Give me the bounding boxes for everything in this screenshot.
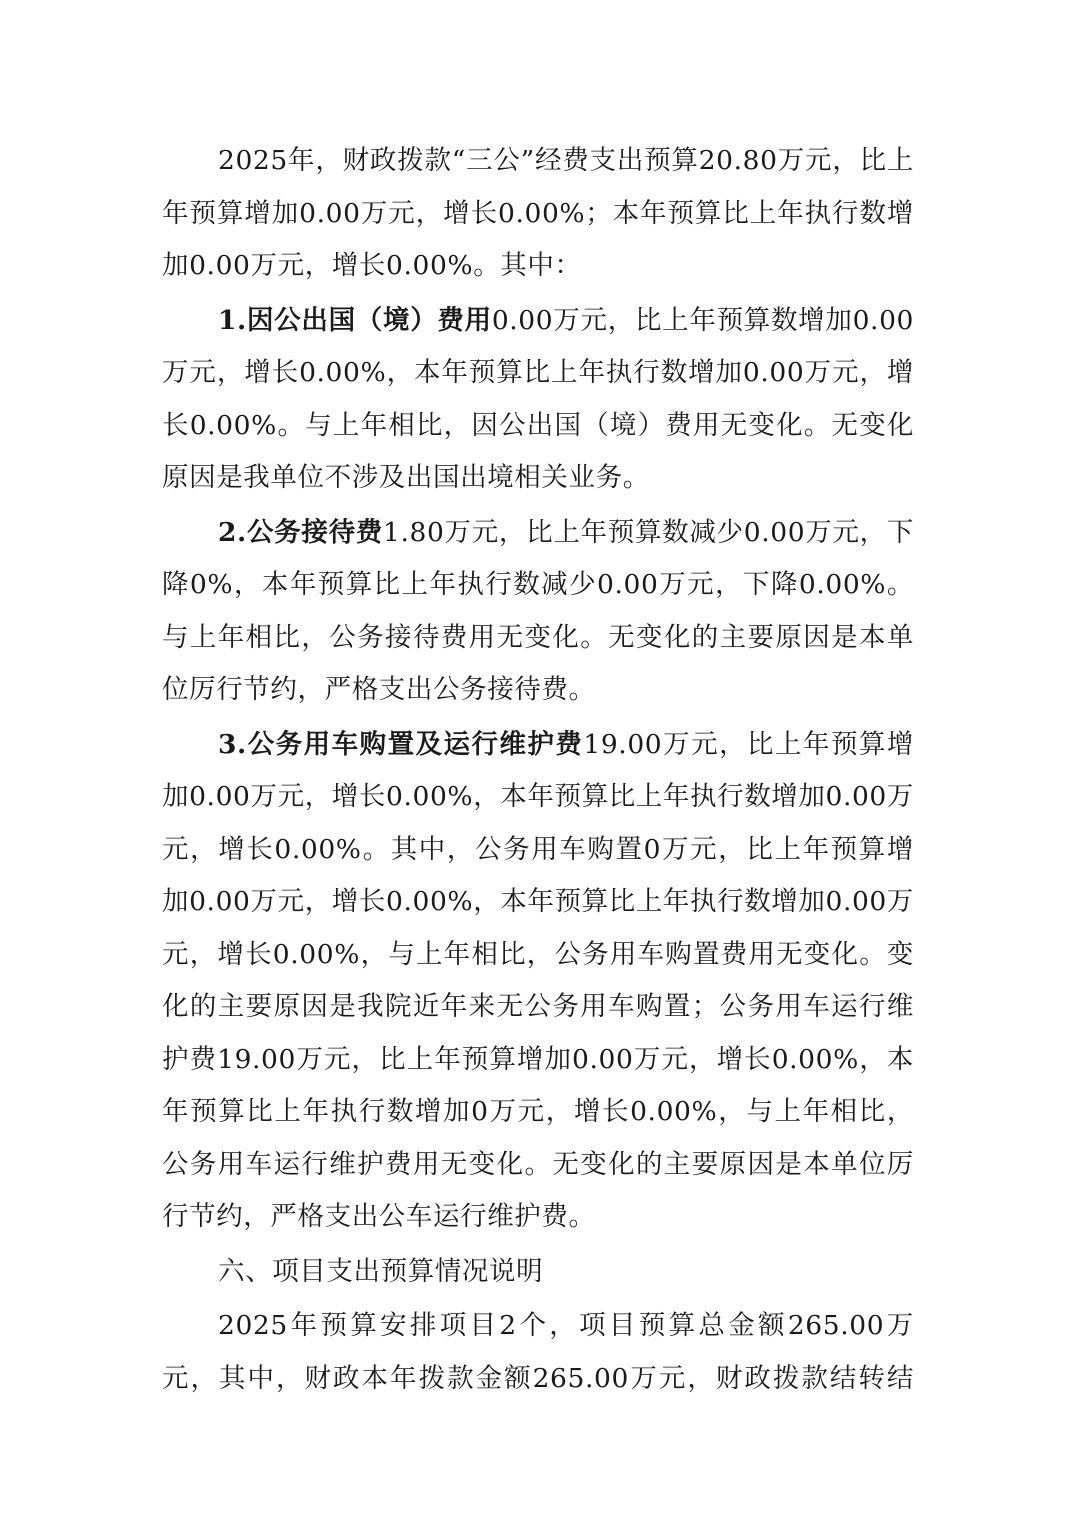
paragraph-project-budget xyxy=(162,1300,914,1405)
item-label-vehicles: 3.公务用车购置及运行维护费 xyxy=(218,728,584,760)
paragraph-three-public-summary xyxy=(162,135,914,293)
item-label-overseas-travel: 1.因公出国（境）费用 xyxy=(218,304,492,336)
paragraph-text: 2025年，财政拨款“三公”经费支出预算20.80万元，比上年预算增加0.00万元，增长0.00%；本年预算比上年执行数增加0.00万元，增长0.00%。其中： xyxy=(162,145,914,281)
item-label-reception: 2.公务接待费 xyxy=(218,516,383,548)
paragraph-text: 19.00万元，比上年预算增加0.00万元，增长0.00%，本年预算比上年执行数增加0.00万元，增长0.00%。其中，公务用车购置0万元，比上年预算增加0.00万元，增长0.00%，本年预算比上年执行数增加0.00万元，增长0.00%，与上年相比，公务用车购置费用无变化。变化的主要原因是我院近年来无公务用车购置；公务用车运行维护费19.00万元，比上年预算增加0.00万元，增长0.00%，本年预算比上年执行数增加0万元，增长0.00%，与上年相比，公务用车运行维护费用无变化。无变化的主要原因是本单位厉行节约，严格支出公车运行维护费。 xyxy=(162,728,914,1232)
paragraph-vehicles xyxy=(162,719,914,1244)
section-heading-project-expenditure: 六、项目支出预算情况说明 xyxy=(218,1255,544,1287)
paragraph-reception xyxy=(162,507,914,717)
paragraph-overseas-travel xyxy=(162,295,914,505)
paragraph-text: 1.80万元，比上年预算数减少0.00万元，下降0%，本年预算比上年执行数减少0.00万元，下降0.00%。与上年相比，公务接待费用无变化。无变化的主要原因是本单位厉行节约，严格支出公务接待费。 xyxy=(162,516,914,705)
paragraph-text: 0.00万元，比上年预算数增加0.00万元，增长0.00%，本年预算比上年执行数增加0.00万元，增长0.00%。与上年相比，因公出国（境）费用无变化。无变化原因是我单位不涉及出国出境相关业务。 xyxy=(162,304,914,493)
paragraph-text: 2025年预算安排项目2个，项目预算总金额265.00万元，其中，财政本年拨款金额265.00万元，财政拨款结转结 xyxy=(162,1310,914,1394)
